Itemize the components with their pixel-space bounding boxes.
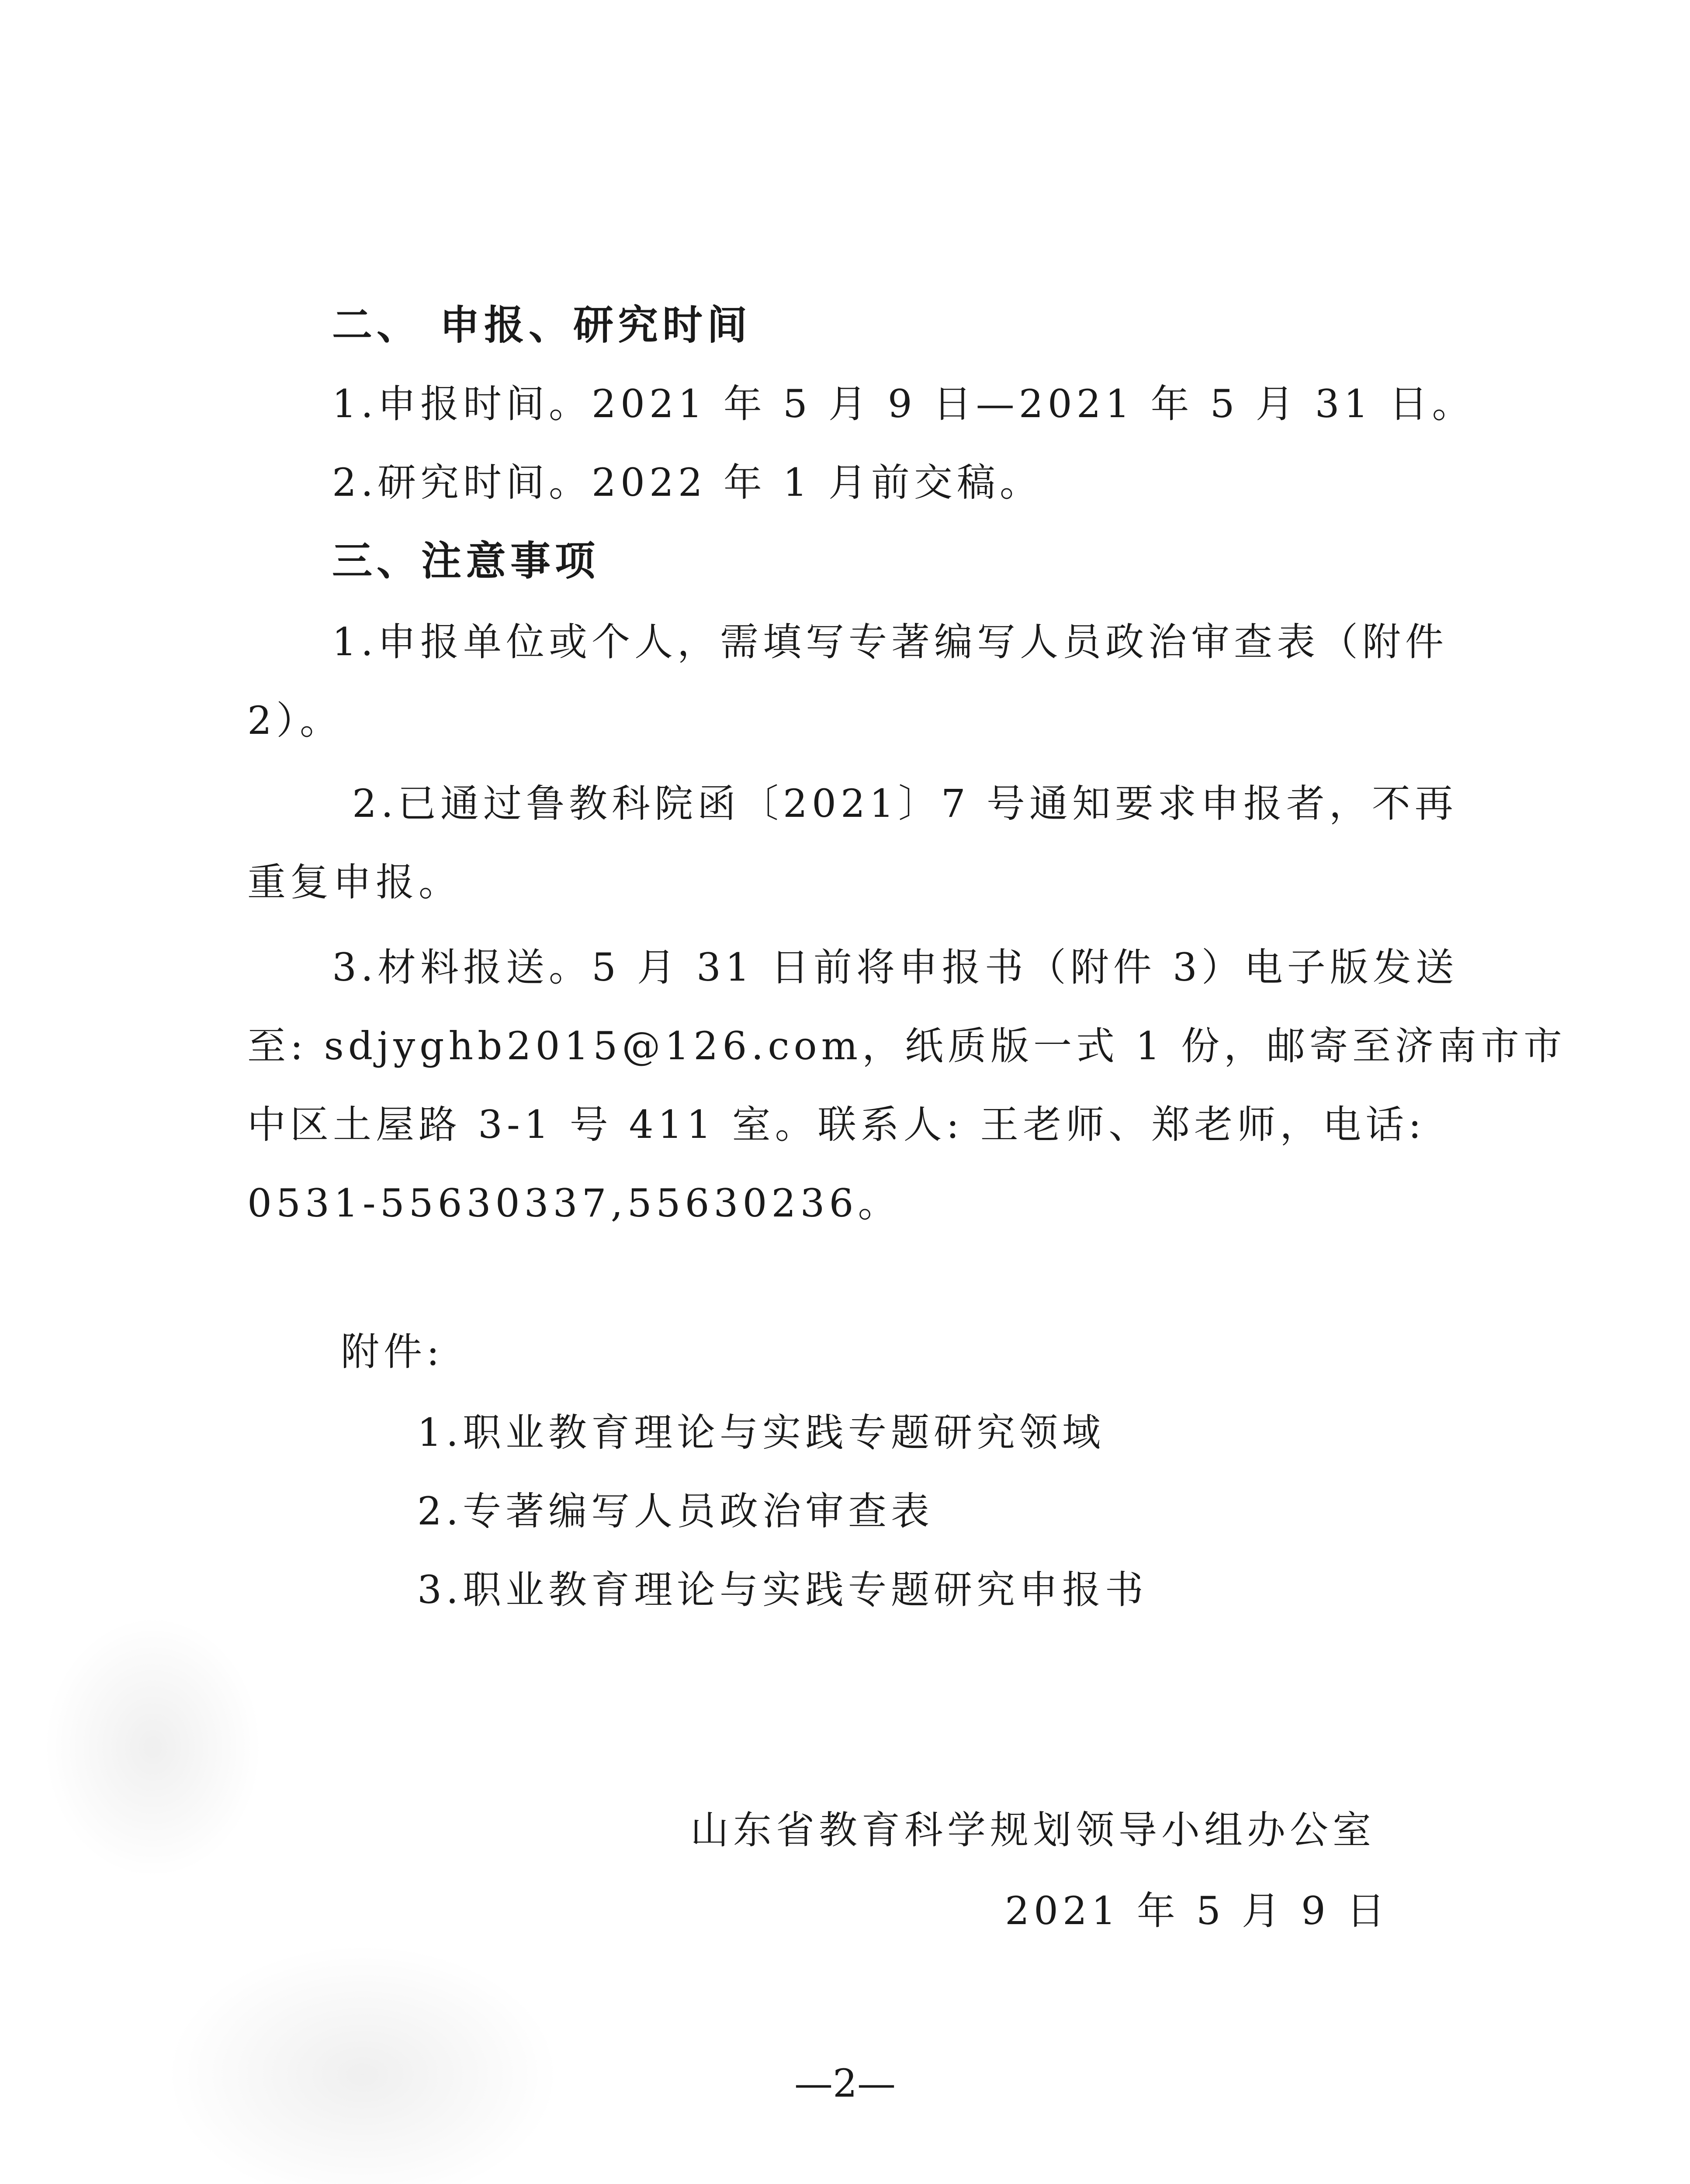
- attachment-item: 3.职业教育理论与实践专题研究申报书: [417, 1567, 1148, 1612]
- attachments-label: 附件:: [341, 1329, 444, 1374]
- attachment-item: 1.职业教育理论与实践专题研究领域: [417, 1410, 1105, 1455]
- section-3-heading: 三、注意事项: [332, 538, 600, 584]
- section-3-item-1-cont: 2）。: [247, 698, 343, 743]
- section-3-item-3-cont: 中区土屋路 3-1 号 411 室。联系人: 王老师、郑老师，电话:: [247, 1102, 1426, 1147]
- section-3-item-3-cont: 0531-55630337,55630236。: [247, 1181, 901, 1226]
- section-2-heading: 二、 申报、研究时间: [332, 302, 752, 349]
- section-2-item: 1.申报时间。2021 年 5 月 9 日—2021 年 5 月 31 日。: [332, 381, 1475, 426]
- section-2-item: 2.研究时间。2022 年 1 月前交稿。: [332, 460, 1042, 505]
- page-number: —2—: [794, 2061, 896, 2106]
- signature-date: 2021 年 5 月 9 日: [1005, 1888, 1389, 1933]
- section-3-item-3: 3.材料报送。5 月 31 日前将申报书（附件 3）电子版发送: [332, 945, 1458, 990]
- attachment-item: 2.专著编写人员政治审查表: [417, 1489, 934, 1534]
- section-3-item-3-cont: 至: sdjyghb2015@126.com，纸质版一式 1 份，邮寄至济南市市: [247, 1023, 1566, 1068]
- paper-smudge: [44, 1616, 262, 1878]
- section-3-item-2-cont: 重复申报。: [247, 860, 462, 905]
- section-3-item-1: 1.申报单位或个人，需填写专著编写人员政治审查表（附件: [332, 619, 1448, 664]
- section-3-item-2: 2.已通过鲁教科院函〔2021〕7 号通知要求申报者，不再: [352, 781, 1458, 826]
- signature-org: 山东省教育科学规划领导小组办公室: [690, 1807, 1376, 1852]
